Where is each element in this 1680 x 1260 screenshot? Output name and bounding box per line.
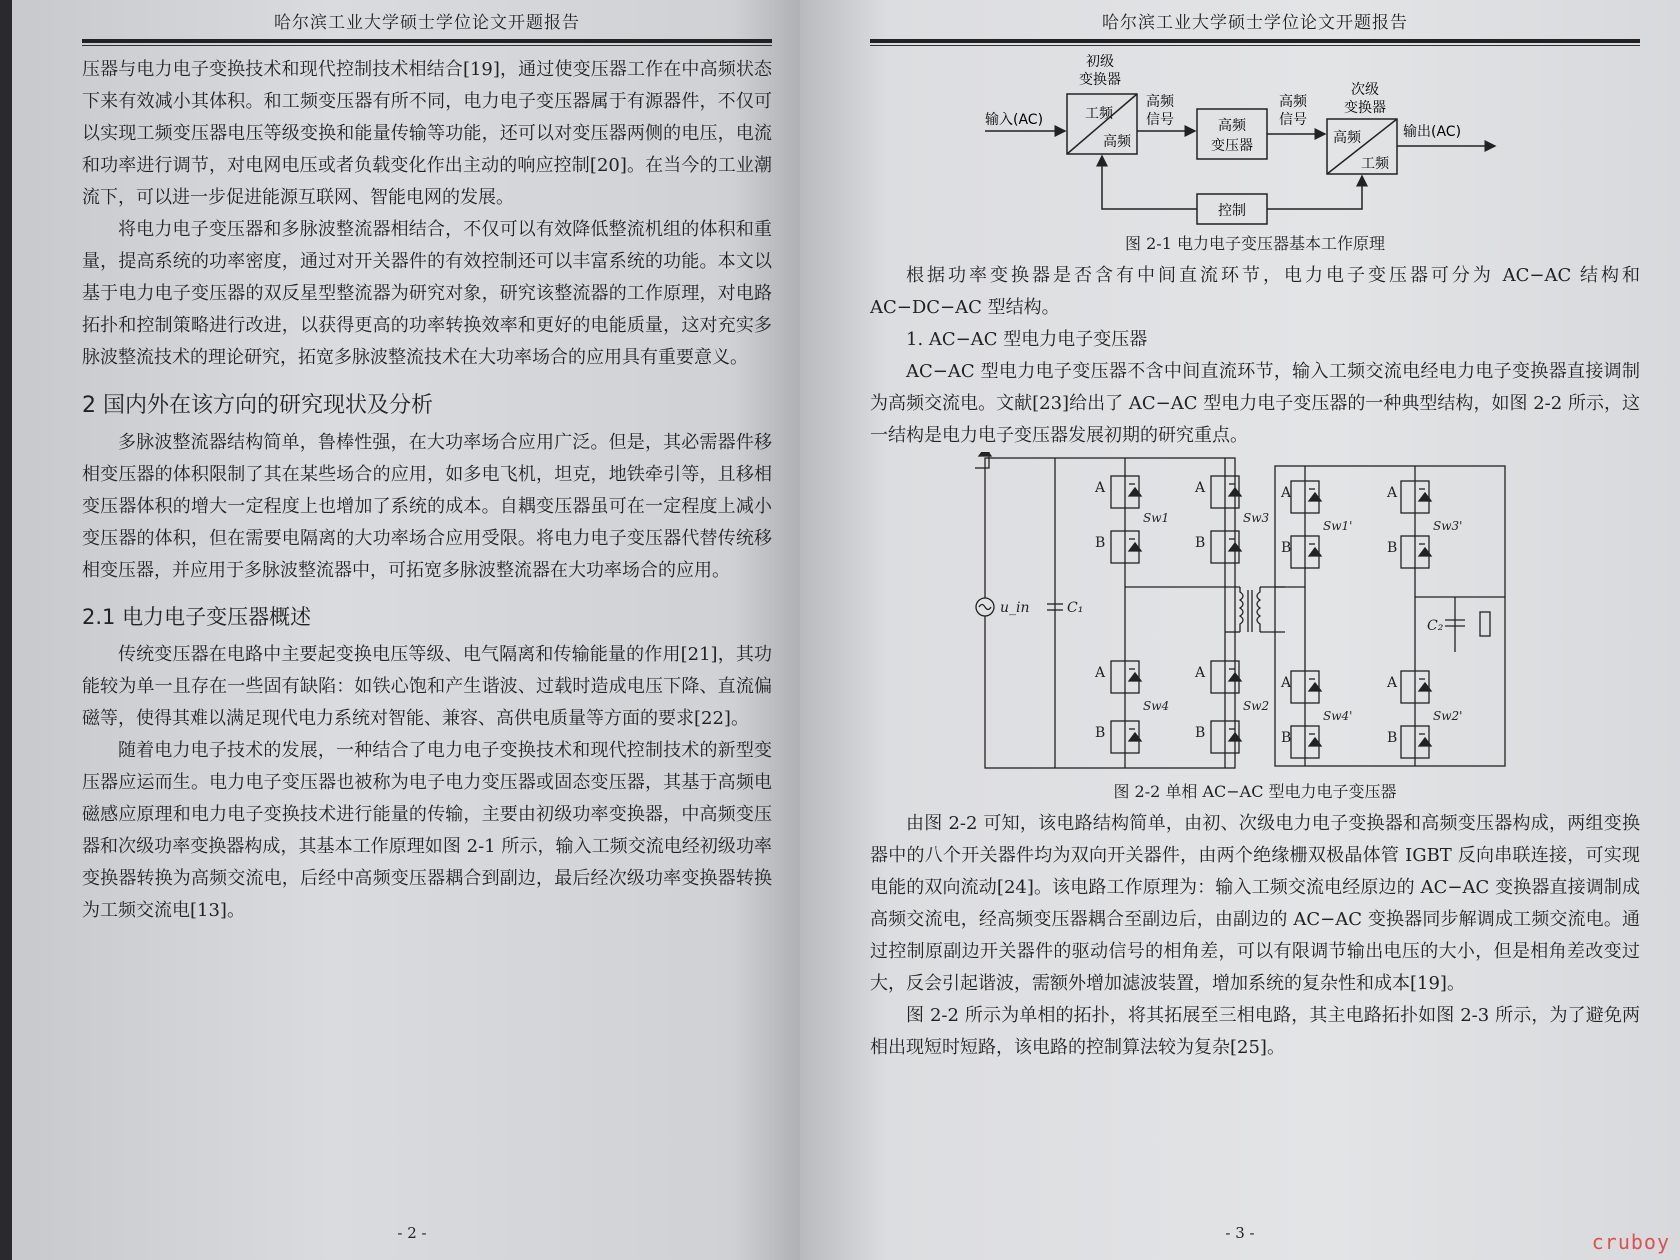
figure-2-2-circuit-diagram — [975, 452, 1535, 777]
b-label-5: B — [1281, 540, 1292, 556]
a-label-7: A — [1281, 675, 1292, 691]
page-header: 哈尔滨工业大学硕士学位论文开题报告 — [274, 13, 580, 33]
conv2-top-label: 高频 — [1333, 130, 1361, 146]
section-2-1-title: 2.1 电力电子变压器概述 — [82, 605, 312, 629]
b-label-6: B — [1387, 540, 1398, 556]
right-paragraph-1: 根据功率变换器是否含有中间直流环节，电力电子变压器可分为 AC−AC 结构和 AC−DC−AC 型结构。 — [870, 265, 1640, 318]
primary-converter-label-2: 变换器 — [1079, 72, 1121, 88]
conv1-bottom-label: 高频 — [1103, 134, 1131, 150]
secondary-converter-label-1: 次级 — [1351, 82, 1379, 98]
watermark: cruboy — [1591, 1230, 1670, 1254]
control-label: 控制 — [1218, 203, 1246, 219]
hf-signal2-label-2: 信号 — [1279, 112, 1307, 128]
header-rule — [82, 39, 772, 43]
b-label-7: B — [1281, 730, 1292, 746]
left-page — [12, 0, 812, 1260]
right-paragraph-4: 图 2-2 所示为单相的拓扑，将其拓展至三相电路，其主电路拓扑如图 2-3 所示，为了避免两相出现短时短路，该电路的控制算法较为复杂[25]。 — [870, 1005, 1640, 1058]
transformer-label-2: 变压器 — [1211, 138, 1253, 154]
b-label-4: B — [1195, 725, 1206, 741]
b-label-3: B — [1095, 725, 1106, 741]
a-label-1: A — [1095, 480, 1106, 496]
right-paragraph-3: 由图 2-2 可知，该电路结构简单，由初、次级电力电子变换器和高频变压器构成，两组变换器中的八个开关器件均为双向开关器件，由两个绝缘栅双极晶体管 IGBT 反向串联连接，可实现电能的双向流动[24]。该电路工作原理为：输入工频交流电经原边的 AC−AC 变换器直接调制成高频交流电，经高频变压器耦合至副边后，由副边的 AC−AC 变换器同步解调成工频交流电。通过控制原副边开关器件的驱动信号的相角差，可以有限调节输出电压的大小，但是相角差改变过大，反会引起谐波，需额外增加滤波装置，增加系统的复杂性和成本[19]。 — [870, 813, 1640, 994]
item-1-title: 1. AC−AC 型电力电子变压器 — [906, 329, 1148, 350]
left-paragraph-2: 将电力电子变压器和多脉波整流器相结合，不仅可以有效降低整流机组的体积和重量，提高系统的功率密度，通过对开关器件的有效控制还可以丰富系统的功能。本文以基于电力电子变压器的双反星型整流器为研究对象，研究该整流器的工作原理，对电路拓扑和控制策略进行改进，以获得更高的功率转换效率和更好的电能质量，这对充实多脉波整流技术的理论研究，拓宽多脉波整流技术在大功率场合的应用具有重要意义。 — [82, 219, 772, 368]
page-number-right: - 3 - — [1225, 1224, 1255, 1242]
sw4-label: Sw4 — [1143, 699, 1170, 713]
page-number-left: - 2 - — [397, 1224, 427, 1242]
hf-signal-label-2: 信号 — [1146, 112, 1174, 128]
a-label-3: A — [1095, 665, 1106, 681]
left-paragraph-1: 压器与电力电子变换技术和现代控制技术相结合[19]，通过使变压器工作在中高频状态下来有效减小其体积。和工频变压器有所不同，电力电子变压器属于有源器件，不仅可以实现工频变压器电压等级变换和能量传输等功能，还可以对变压器两侧的电压，电流和功率进行调节，对电网电压或者负载变化作出主动的响应控制[20]。在当今的工业潮流下，可以进一步促进能源互联网、智能电网的发展。 — [82, 59, 772, 208]
hf-signal-label-1: 高频 — [1146, 94, 1174, 110]
figure-2-2-caption: 图 2-2 单相 AC−AC 型电力电子变压器 — [1113, 782, 1397, 801]
b-label-1: B — [1095, 535, 1106, 551]
section-2-title: 2 国内外在该方向的研究现状及分析 — [82, 393, 433, 418]
b-label-8: B — [1387, 730, 1398, 746]
a-label-4: A — [1195, 665, 1206, 681]
primary-converter-label-1: 初级 — [1086, 54, 1114, 70]
figure-2-1-block-diagram — [975, 54, 1535, 229]
conv2-bottom-label: 工频 — [1361, 156, 1389, 172]
conv1-top-label: 工频 — [1085, 106, 1113, 122]
hf-signal2-label-1: 高频 — [1279, 94, 1307, 110]
header-rule-right — [870, 39, 1640, 43]
header-rule-thin-right — [870, 45, 1640, 46]
b-label-2: B — [1195, 535, 1206, 551]
left-paragraph-5: 随着电力电子技术的发展，一种结合了电力电子变换技术和现代控制技术的新型变压器应运而生。电力电子变压器也被称为电子电力变压器或固态变压器，其基于高频电磁感应原理和电力电子变换技术进行能量的传输，主要由初级功率变换器，中高频变压器和次级功率变换器构成，其基本工作原理如图 2-1 所示，输入工频交流电经初级功率变换器转换为高频交流电，后经中高频变压器耦合到副边，最后经次级功率变换器转换为工频交流电[13]。 — [82, 740, 772, 921]
a-label-6: A — [1387, 485, 1398, 501]
right-paragraph-2: AC−AC 型电力电子变压器不含中间直流环节，输入工频交流电经电力电子变换器直接调制为高频交流电。文献[23]给出了 AC−AC 型电力电子变压器的一种典型结构，如图 2-2 所示，这一结构是电力电子变压器发展初期的研究重点。 — [870, 361, 1640, 446]
sw2-label: Sw2 — [1243, 699, 1270, 713]
transformer-label-1: 高频 — [1218, 118, 1246, 134]
page-header-right: 哈尔滨工业大学硕士学位论文开题报告 — [1102, 13, 1408, 33]
sw4p-label: Sw4' — [1323, 709, 1353, 723]
a-label-2: A — [1195, 480, 1206, 496]
sw1-label: Sw1 — [1143, 511, 1170, 525]
sw3p-label: Sw3' — [1433, 519, 1463, 533]
c2-label: C₂ — [1427, 618, 1444, 634]
right-page — [800, 0, 1680, 1260]
a-label-8: A — [1387, 675, 1398, 691]
sw3-label: Sw3 — [1243, 511, 1270, 525]
figure-2-1-caption: 图 2-1 电力电子变压器基本工作原理 — [1125, 234, 1385, 253]
a-label-5: A — [1281, 485, 1292, 501]
source-label: u_in — [1000, 600, 1030, 616]
header-rule-thin — [82, 45, 772, 46]
output-label: 输出(AC) — [1403, 124, 1462, 140]
sw2p-label: Sw2' — [1433, 709, 1463, 723]
c1-label: C₁ — [1067, 600, 1084, 616]
left-paragraph-3: 多脉波整流器结构简单，鲁棒性强，在大功率场合应用广泛。但是，其必需器件移相变压器的体积限制了其在某些场合的应用，如多电飞机，坦克，地铁牵引等，且移相变压器体积的增大一定程度上也增加了系统的成本。自耦变压器虽可在一定程度上减小变压器的体积，但在需要电隔离的大功率场合应用受限。将电力电子变压器代替传统移相变压器，并应用于多脉波整流器中，可拓宽多脉波整流器在大功率场合的应用。 — [82, 432, 772, 581]
secondary-converter-label-2: 变换器 — [1344, 100, 1386, 116]
sw1p-label: Sw1' — [1323, 519, 1353, 533]
left-paragraph-4: 传统变压器在电路中主要起变换电压等级、电气隔离和传输能量的作用[21]，其功能较为单一且存在一些固有缺陷：如铁心饱和产生谐波、过载时造成电压下降、直流偏磁等，使得其难以满足现代电力系统对智能、兼容、高供电质量等方面的要求[22]。 — [82, 644, 772, 729]
input-label: 输入(AC) — [985, 112, 1044, 128]
